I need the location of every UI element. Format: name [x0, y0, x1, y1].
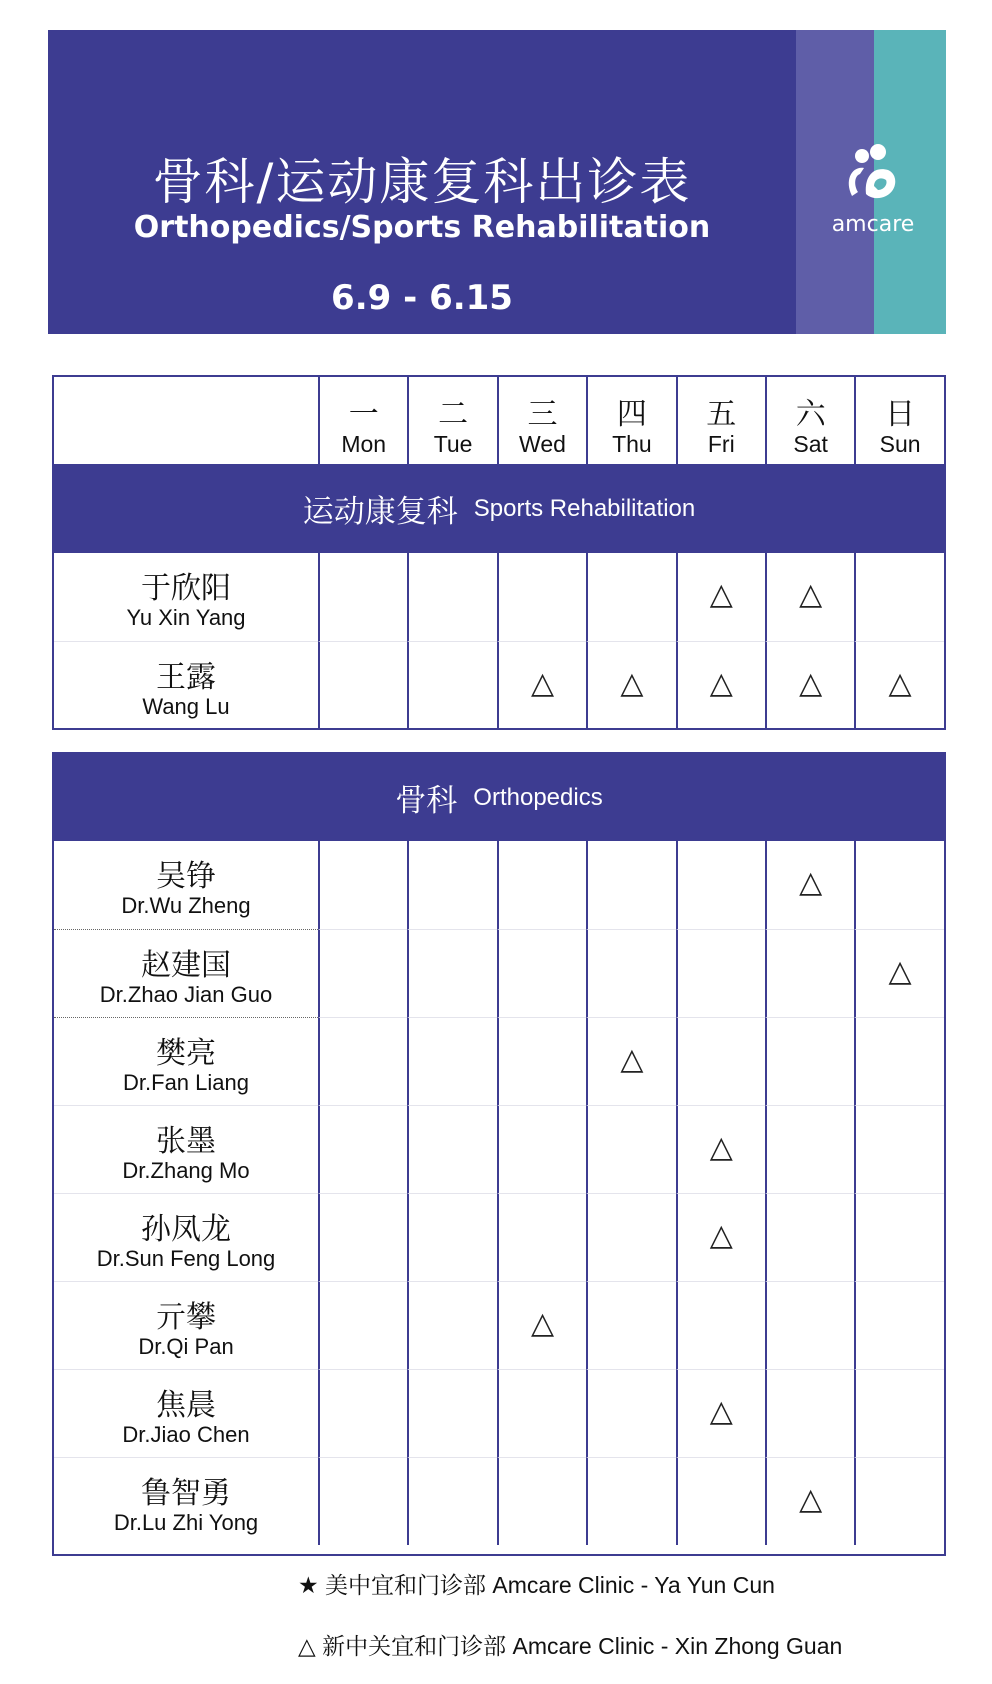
section-title-cn: 骨科: [395, 783, 458, 819]
triangle-icon: △: [530, 1306, 555, 1341]
doctor-name-cell: [54, 1457, 318, 1545]
schedule-cell: [854, 1017, 943, 1105]
schedule-cell: [318, 1193, 407, 1281]
doctor-name-en: Dr.Sun Feng Long: [96, 1246, 276, 1271]
legend-text-cn: 新中关宜和门诊部: [322, 1634, 507, 1660]
schedule-cell: [676, 929, 765, 1017]
schedule-cell: [318, 1017, 407, 1105]
schedule-cell: [676, 1193, 765, 1281]
day-header-2: [497, 377, 586, 464]
schedule-cell: [854, 1369, 943, 1457]
legend-text-en: Amcare Clinic - Ya Yun Cun: [492, 1572, 775, 1598]
schedule-cell: [586, 1369, 675, 1457]
schedule-cell: [765, 1281, 854, 1369]
table-row: [54, 1457, 944, 1545]
schedule-cell: [497, 1369, 586, 1457]
doctor-name-en: Dr.Qi Pan: [138, 1334, 234, 1359]
logo-text: amcare: [831, 212, 915, 237]
triangle-icon: △: [799, 577, 823, 612]
schedule-cell: [497, 841, 586, 929]
doctor-name-cn: 王露: [156, 660, 216, 695]
schedule-cell: [676, 553, 765, 641]
schedule-cell: [676, 1105, 765, 1193]
day-label-en: Tue: [433, 431, 473, 457]
doctor-name-cell: [54, 841, 318, 929]
triangle-icon: △: [799, 1482, 823, 1517]
schedule-cell: [318, 641, 407, 729]
day-header-5: [765, 377, 854, 464]
schedule-cell: [586, 1017, 675, 1105]
triangle-icon: △: [620, 1042, 644, 1077]
schedule-cell: [318, 1105, 407, 1193]
schedule-cell: [318, 553, 407, 641]
schedule-cell: [676, 1457, 765, 1545]
triangle-icon: △: [298, 1633, 316, 1659]
doctor-name-en: Dr.Jiao Chen: [122, 1422, 250, 1447]
legend-text-cn: 美中宜和门诊部: [325, 1573, 487, 1599]
doctor-name-en: Dr.Fan Liang: [123, 1070, 249, 1095]
schedule-cell: [854, 1193, 943, 1281]
doctor-name-cell: [54, 641, 318, 729]
doctor-name-cn: 焦晨: [156, 1388, 216, 1423]
schedule-cell: [407, 641, 496, 729]
day-label-en: Thu: [612, 431, 652, 457]
schedule-cell: [318, 929, 407, 1017]
schedule-cell: [407, 1193, 496, 1281]
schedule-cell: [854, 929, 943, 1017]
doctor-name-en: Dr.Zhang Mo: [122, 1158, 250, 1183]
page-title-en: Orthopedics/Sports Rehabilitation: [133, 210, 711, 245]
triangle-icon: △: [709, 1394, 733, 1429]
section-title-en: Orthopedics: [473, 783, 603, 811]
schedule-cell: [497, 1457, 586, 1545]
doctor-name-cn: 亓攀: [156, 1300, 216, 1335]
date-range: 6.9 - 6.15: [331, 278, 513, 318]
schedule-cell: [318, 1369, 407, 1457]
day-header-0: [318, 377, 407, 464]
doctor-name-cell: [54, 553, 318, 641]
doctor-name-cn: 鲁智勇: [141, 1476, 231, 1511]
doctor-name-en: Dr.Wu Zheng: [121, 893, 251, 918]
table-row: [54, 553, 944, 641]
triangle-icon: △: [799, 666, 823, 701]
triangle-icon: △: [799, 865, 823, 900]
doctor-name-cell: [54, 1105, 318, 1193]
doctor-name-cn: 孙凤龙: [141, 1212, 231, 1247]
header-banner: [48, 30, 946, 334]
schedule-cell: [854, 641, 943, 729]
triangle-icon: △: [530, 666, 555, 701]
schedule-cell: [854, 1281, 943, 1369]
corner-cell: [54, 377, 318, 464]
schedule-cell: [854, 1105, 943, 1193]
doctor-name-cn: 樊亮: [156, 1036, 216, 1071]
table-row: [54, 1105, 944, 1193]
triangle-icon: △: [888, 666, 912, 701]
schedule-cell: [407, 929, 496, 1017]
schedule-cell: [586, 929, 675, 1017]
legend-item-xinzhongguan: [298, 1628, 842, 1661]
schedule-cell: [497, 1193, 586, 1281]
schedule-table-sports: [52, 375, 946, 730]
amcare-logo-icon: [818, 138, 928, 214]
page-title-cn: 骨科/运动康复科出诊表: [152, 153, 692, 211]
table-row: [54, 1193, 944, 1281]
schedule-cell: [497, 1105, 586, 1193]
schedule-cell: [676, 1281, 765, 1369]
triangle-icon: △: [620, 666, 644, 701]
day-header-3: [586, 377, 675, 464]
triangle-icon: △: [709, 1130, 733, 1165]
schedule-table-orthopedics: [52, 752, 946, 1556]
triangle-icon: △: [709, 577, 733, 612]
schedule-cell: [765, 1193, 854, 1281]
schedule-cell: [676, 1017, 765, 1105]
table-row: [54, 641, 944, 729]
section-header-sports: [54, 464, 944, 553]
day-label-cn: 四: [616, 397, 647, 432]
doctor-name-cn: 于欣阳: [141, 571, 231, 606]
schedule-cell: [854, 841, 943, 929]
schedule-cell: [586, 1193, 675, 1281]
amcare-logo: [818, 138, 928, 248]
schedule-cell: [497, 1281, 586, 1369]
day-label-en: Sun: [879, 431, 921, 457]
schedule-cell: [318, 1457, 407, 1545]
day-header-1: [407, 377, 496, 464]
day-label-cn: 六: [795, 397, 826, 432]
schedule-cell: [586, 553, 675, 641]
doctor-name-cell: [54, 1193, 318, 1281]
schedule-cell: [765, 1105, 854, 1193]
day-label-en: Wed: [519, 431, 566, 457]
schedule-cell: [586, 1457, 675, 1545]
schedule-cell: [765, 1017, 854, 1105]
section-title-en: Sports Rehabilitation: [473, 494, 696, 522]
triangle-icon: △: [709, 666, 733, 701]
triangle-icon: △: [709, 1218, 733, 1253]
schedule-cell: [407, 553, 496, 641]
day-label-en: Sat: [793, 431, 828, 457]
doctor-name-cn: 张墨: [156, 1124, 216, 1159]
schedule-cell: [765, 929, 854, 1017]
schedule-cell: [407, 1369, 496, 1457]
schedule-cell: [586, 1105, 675, 1193]
doctor-name-cn: 吴铮: [156, 859, 216, 894]
doctor-name-en: Wang Lu: [142, 694, 230, 719]
schedule-cell: [497, 553, 586, 641]
table-row: [54, 1281, 944, 1369]
day-label-cn: 一: [348, 397, 379, 432]
schedule-cell: [765, 553, 854, 641]
day-label-cn: 三: [527, 397, 558, 432]
section-title-cn: 运动康复科: [302, 494, 458, 530]
schedule-cell: [586, 841, 675, 929]
doctor-name-cell: [54, 1369, 318, 1457]
schedule-cell: [497, 929, 586, 1017]
schedule-cell: [854, 553, 943, 641]
day-label-cn: 二: [438, 397, 469, 432]
schedule-cell: [586, 1281, 675, 1369]
schedule-cell: [407, 841, 496, 929]
day-header-6: [854, 377, 943, 464]
legend-text-en: Amcare Clinic - Xin Zhong Guan: [512, 1633, 843, 1659]
table-row: [54, 1369, 944, 1457]
day-header-4: [676, 377, 765, 464]
table-row: [54, 841, 944, 929]
schedule-cell: [407, 1457, 496, 1545]
schedule-cell: [407, 1017, 496, 1105]
schedule-cell: [676, 841, 765, 929]
table-row: [54, 929, 944, 1017]
schedule-cell: [497, 1017, 586, 1105]
doctor-name-en: Dr.Zhao Jian Guo: [99, 982, 273, 1007]
schedule-cell: [676, 1369, 765, 1457]
legend-item-yayuncun: [298, 1567, 775, 1600]
doctor-name-en: Dr.Lu Zhi Yong: [113, 1510, 259, 1535]
schedule-cell: [765, 841, 854, 929]
schedule-cell: [676, 641, 765, 729]
day-label-cn: 五: [706, 397, 737, 432]
triangle-icon: △: [888, 954, 912, 989]
schedule-cell: [854, 1457, 943, 1545]
schedule-cell: [765, 641, 854, 729]
schedule-cell: [407, 1281, 496, 1369]
schedule-cell: [318, 841, 407, 929]
star-icon: ★: [298, 1572, 319, 1598]
day-label-cn: 日: [885, 397, 916, 432]
schedule-cell: [586, 641, 675, 729]
table-row: [54, 1017, 944, 1105]
schedule-cell: [407, 1105, 496, 1193]
day-label-en: Fri: [707, 431, 735, 457]
doctor-name-cell: [54, 1281, 318, 1369]
doctor-name-cell: [54, 929, 318, 1017]
day-header-row: [54, 377, 944, 464]
schedule-cell: [497, 641, 586, 729]
day-label-en: Mon: [341, 431, 387, 457]
doctor-name-cn: 赵建国: [141, 948, 231, 983]
doctor-name-en: Yu Xin Yang: [126, 605, 246, 630]
schedule-cell: [765, 1369, 854, 1457]
schedule-cell: [318, 1281, 407, 1369]
section-header-orthopedics: [54, 754, 944, 841]
doctor-name-cell: [54, 1017, 318, 1105]
schedule-cell: [765, 1457, 854, 1545]
